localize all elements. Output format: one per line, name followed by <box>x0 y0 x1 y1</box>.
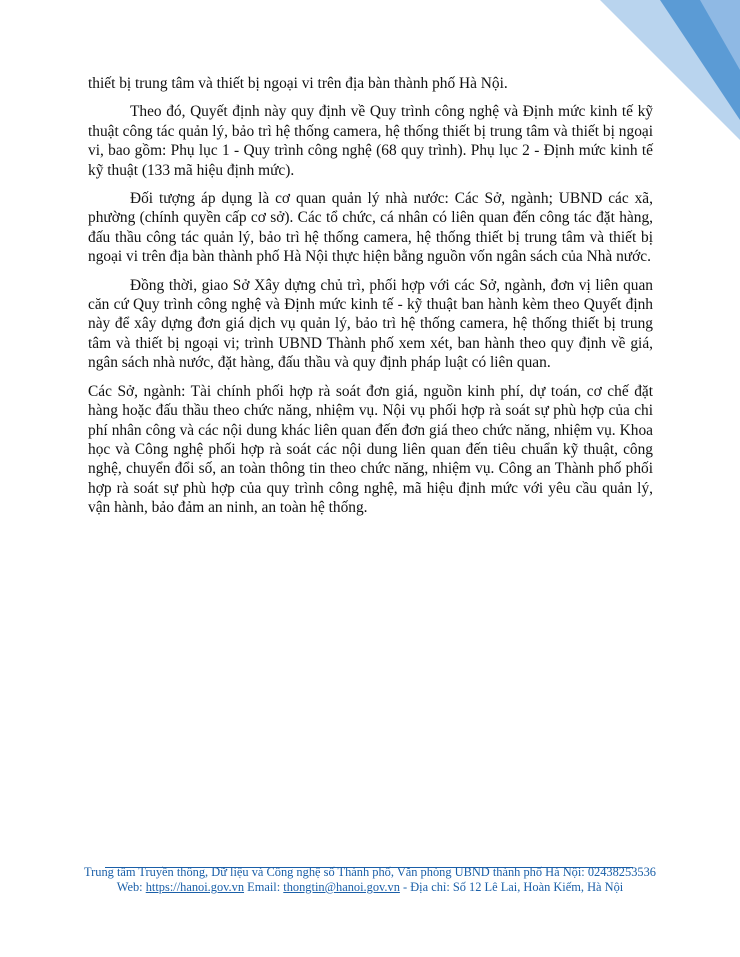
footer-web-label: Web: <box>116 880 146 894</box>
footer-contact-line <box>80 880 660 895</box>
footer-address: - Địa chỉ: Số 12 Lê Lai, Hoàn Kiếm, Hà Nội <box>399 880 624 894</box>
paragraph: Đối tượng áp dụng là cơ quan quản lý nhà nước: Các Sở, ngành; UBND các xã, phường (chính quyền cấp cơ sở). Các tổ chức, cá nhân có liên quan đến công tác đặt hàng, đấu thầu công tác quản lý, bảo trì hệ thống camera, hệ thống thiết bị trung tâm và thiết bị ngoại vi trên địa bàn thành phố Hà Nội thực hiện bằng nguồn vốn ngân sách của Nhà nước. <box>88 190 653 266</box>
paragraph-continuation: thiết bị trung tâm và thiết bị ngoại vi trên địa bàn thành phố Hà Nội. <box>88 75 508 92</box>
footer-organization-line: Trung tâm Truyền thông, Dữ liệu và Công nghệ số Thành phố, Văn phòng UBND thành phố Hà Nội: 02438253536 <box>84 865 656 879</box>
paragraph: Các Sở, ngành: Tài chính phối hợp rà soát đơn giá, nguồn kinh phí, dự toán, cơ chế đặt hàng hoặc đấu thầu theo chức năng, nhiệm vụ. Nội vụ phối hợp rà soát sự phù hợp của chi phí nhân công và các nội dung khác liên quan đến đơn giá theo chức năng, nhiệm vụ. Khoa học và Công nghệ phối hợp rà soát các nội dung liên quan đến tiêu chuẩn kỹ thuật, công nghệ, chuyển đổi số, an toàn thông tin theo chức năng, nhiệm vụ. Công an Thành phố phối hợp rà soát sự phù hợp của quy trình công nghệ, mã hiệu định mức với yêu cầu quản lý, vận hành, bảo đảm an ninh, an toàn hệ thống. <box>88 382 653 517</box>
paragraph: Đồng thời, giao Sở Xây dựng chủ trì, phối hợp với các Sở, ngành, đơn vị liên quan căn cứ Quy trình công nghệ và Định mức kinh tế - kỹ thuật ban hành kèm theo Quyết định này để xây dựng đơn giá dịch vụ quản lý, bảo trì hệ thống camera, hệ thống thiết bị trung tâm và thiết bị ngoại vi; trình UBND Thành phố xem xét, ban hành theo quy định về giá, ngân sách nhà nước, đặt hàng, đấu thầu và quy định pháp luật có liên quan. <box>88 276 653 372</box>
page-footer <box>80 865 660 895</box>
footer-web-link[interactable]: https://hanoi.gov.vn <box>145 880 245 894</box>
article-body <box>88 74 653 527</box>
footer-email-label: Email: <box>244 880 284 894</box>
paragraph: Theo đó, Quyết định này quy định về Quy trình công nghệ và Định mức kinh tế kỹ thuật công tác quản lý, bảo trì hệ thống camera, hệ thống thiết bị trung tâm và thiết bị ngoại vi, bao gồm: Phụ lục 1 - Quy trình công nghệ (68 quy trình). Phụ lục 2 - Định mức kinh tế kỹ thuật (133 mã hiệu định mức). <box>88 103 653 179</box>
footer-email-link[interactable]: thongtin@hanoi.gov.vn <box>283 880 400 894</box>
